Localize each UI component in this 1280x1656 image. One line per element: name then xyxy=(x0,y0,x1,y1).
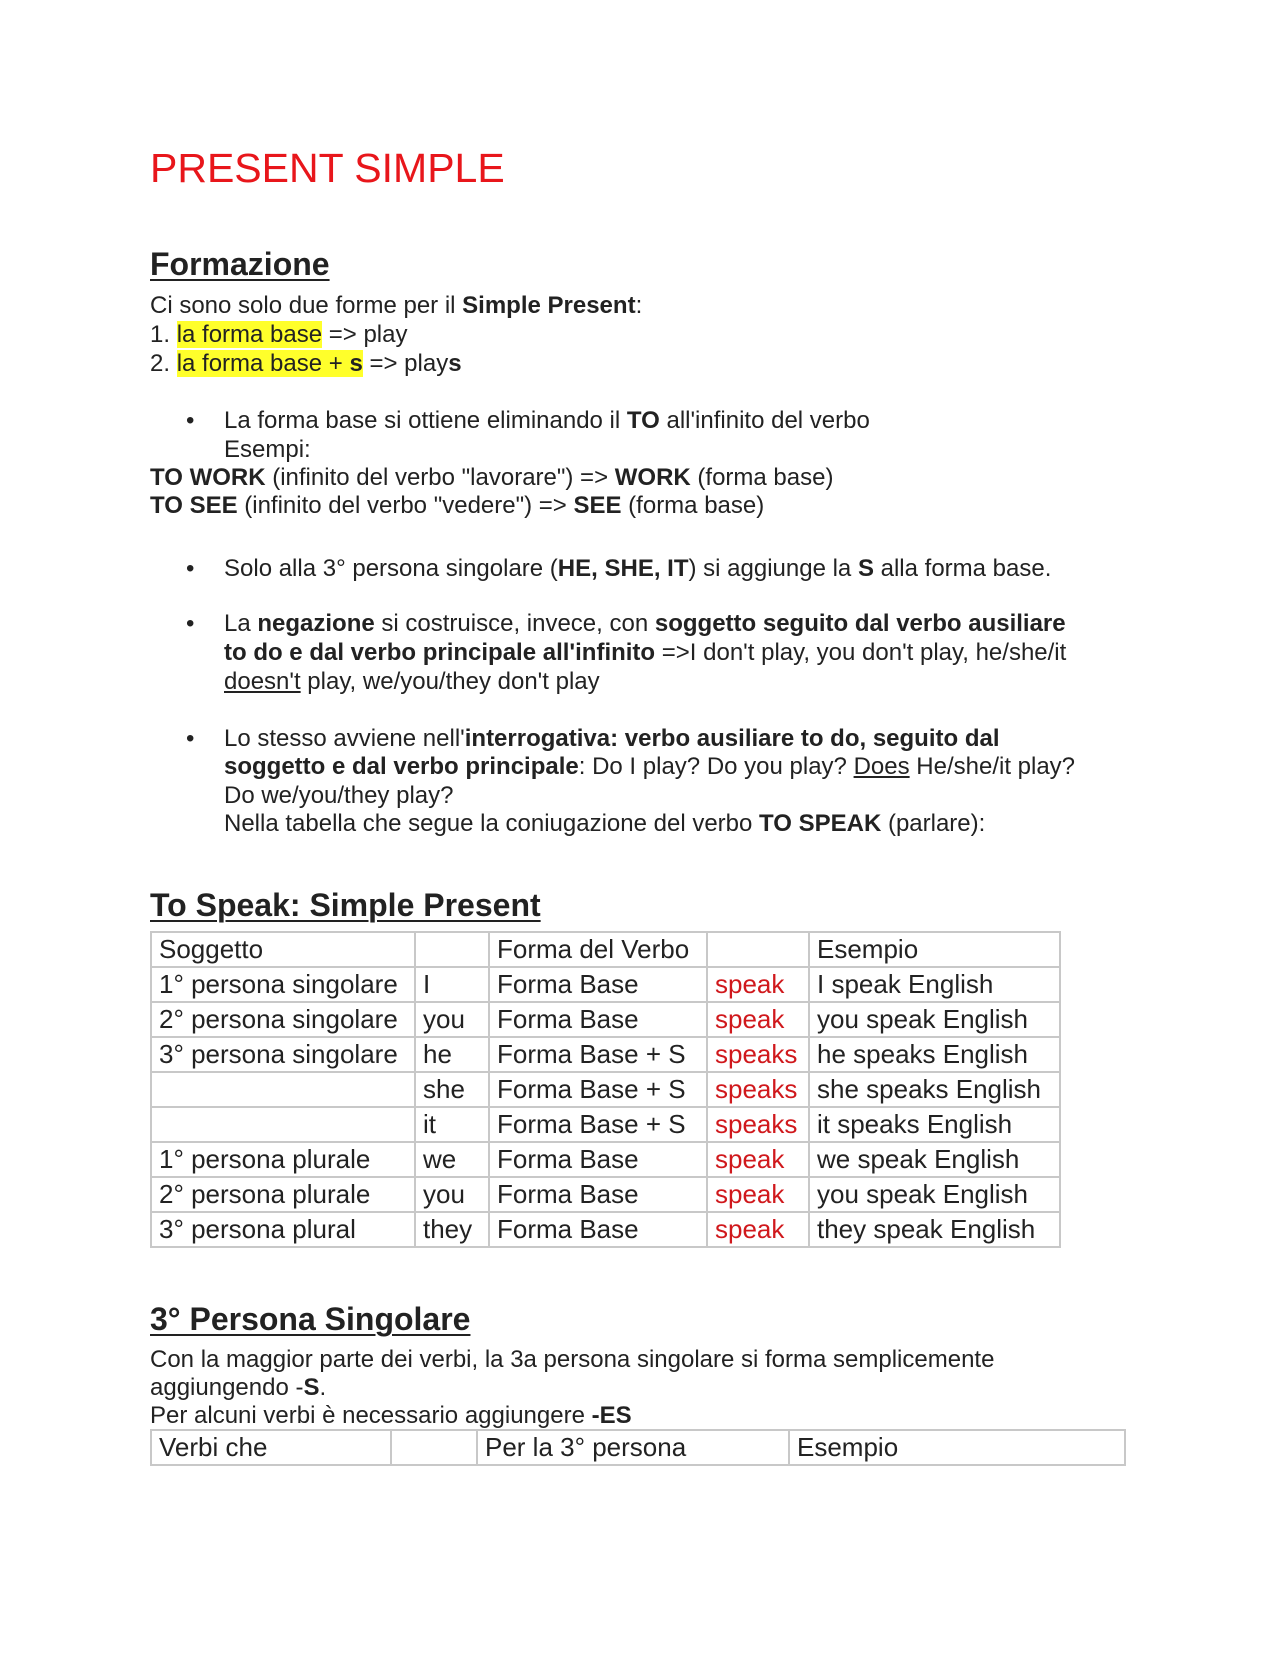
es-table xyxy=(150,1429,1126,1466)
table-cell xyxy=(151,1107,415,1142)
table-row xyxy=(151,1002,1060,1037)
header-cell: Soggetto xyxy=(151,932,415,967)
bullet-icon: • xyxy=(186,407,195,434)
example-see: TO SEE (infinito del verbo "vedere") => SEE (forma base) xyxy=(150,492,765,519)
bullet-2-line: Solo alla 3° persona singolare (HE, SHE, IT) si aggiunge la S alla forma base. xyxy=(224,555,1052,582)
table-cell: you speak English xyxy=(809,1002,1060,1037)
table-cell: it speaks English xyxy=(809,1107,1060,1142)
heading-formazione: Formazione xyxy=(150,246,330,282)
table-header-row xyxy=(151,1430,1125,1465)
table-row xyxy=(151,1107,1060,1142)
list-item-2: 2. la forma base + s => plays xyxy=(150,350,462,377)
table-cell: we xyxy=(415,1142,489,1177)
bullet-3-line-1: La negazione si costruisce, invece, con soggetto seguito dal verbo ausiliare xyxy=(224,610,1066,637)
header-cell xyxy=(415,932,489,967)
table-cell: Forma Base xyxy=(489,1002,707,1037)
table-cell: Forma Base + S xyxy=(489,1072,707,1107)
table-cell: speak xyxy=(707,1212,809,1247)
table-cell: you speak English xyxy=(809,1177,1060,1212)
bullet-icon: • xyxy=(186,610,195,637)
table-cell: 1° persona plurale xyxy=(151,1142,415,1177)
table-row xyxy=(151,1072,1060,1107)
table-cell: Forma Base + S xyxy=(489,1037,707,1072)
esempi-label: Esempi: xyxy=(224,436,311,463)
table-cell: 3° persona singolare xyxy=(151,1037,415,1072)
table-cell: they speak English xyxy=(809,1212,1060,1247)
table-cell: Forma Base + S xyxy=(489,1107,707,1142)
table-cell: 3° persona plural xyxy=(151,1212,415,1247)
table-cell: he xyxy=(415,1037,489,1072)
header-cell: Esempio xyxy=(789,1430,1125,1465)
table-row xyxy=(151,967,1060,1002)
header-cell xyxy=(391,1430,477,1465)
list-item-1: 1. la forma base => play xyxy=(150,321,408,348)
bullet-4-line-1: Lo stesso avviene nell'interrogativa: verbo ausiliare to do, seguito dal xyxy=(224,725,1000,752)
terza-line-3: Per alcuni verbi è necessario aggiungere -ES xyxy=(150,1402,632,1429)
table-cell: speak xyxy=(707,967,809,1002)
header-cell: Per la 3° persona xyxy=(477,1430,789,1465)
bullet-4-line-4: Nella tabella che segue la coniugazione del verbo TO SPEAK (parlare): xyxy=(224,810,986,837)
header-cell xyxy=(707,932,809,967)
table-cell: they xyxy=(415,1212,489,1247)
table-cell: speak xyxy=(707,1142,809,1177)
bullet-1-line: La forma base si ottiene eliminando il TO all'infinito del verbo xyxy=(224,407,870,434)
table-row xyxy=(151,1037,1060,1072)
bullet-3-line-2: to do e dal verbo principale all'infinito =>I don't play, you don't play, he/she/it xyxy=(224,639,1067,666)
table-cell: I xyxy=(415,967,489,1002)
bullet-icon: • xyxy=(186,555,195,582)
table-cell xyxy=(151,1072,415,1107)
table-cell: he speaks English xyxy=(809,1037,1060,1072)
table-cell: Forma Base xyxy=(489,1177,707,1212)
table-cell: speaks xyxy=(707,1037,809,1072)
table-cell: 1° persona singolare xyxy=(151,967,415,1002)
table-header-row xyxy=(151,932,1060,967)
table-row xyxy=(151,1177,1060,1212)
bullet-4-line-2: soggetto e dal verbo principale: Do I play? Do you play? Does He/she/it play? xyxy=(224,753,1076,780)
table-cell: you xyxy=(415,1177,489,1212)
table-cell: you xyxy=(415,1002,489,1037)
terza-line-1: Con la maggior parte dei verbi, la 3a persona singolare si forma semplicemente xyxy=(150,1346,995,1373)
heading-to-speak: To Speak: Simple Present xyxy=(150,887,541,923)
header-cell: Verbi che xyxy=(151,1430,391,1465)
table-cell: speaks xyxy=(707,1107,809,1142)
table-cell: speak xyxy=(707,1002,809,1037)
table-cell: she speaks English xyxy=(809,1072,1060,1107)
table-cell: 2° persona singolare xyxy=(151,1002,415,1037)
bullet-4-line-3: Do we/you/they play? xyxy=(224,782,454,809)
table-cell: Forma Base xyxy=(489,967,707,1002)
table-cell: 2° persona plurale xyxy=(151,1177,415,1212)
table-cell: she xyxy=(415,1072,489,1107)
table-cell: speaks xyxy=(707,1072,809,1107)
example-work: TO WORK (infinito del verbo "lavorare") => WORK (forma base) xyxy=(150,464,834,491)
table-cell: I speak English xyxy=(809,967,1060,1002)
page-title: PRESENT SIMPLE xyxy=(150,145,505,191)
bullet-3-line-3: doesn't play, we/you/they don't play xyxy=(224,668,600,695)
speak-table xyxy=(150,931,1061,1248)
table-cell: Forma Base xyxy=(489,1212,707,1247)
table-row xyxy=(151,1142,1060,1177)
table-row xyxy=(151,1212,1060,1247)
header-cell: Esempio xyxy=(809,932,1060,967)
table-cell: it xyxy=(415,1107,489,1142)
table-cell: speak xyxy=(707,1177,809,1212)
intro-line: Ci sono solo due forme per il Simple Present: xyxy=(150,292,643,319)
bullet-icon: • xyxy=(186,725,195,752)
table-cell: we speak English xyxy=(809,1142,1060,1177)
header-cell: Forma del Verbo xyxy=(489,932,707,967)
table-cell: Forma Base xyxy=(489,1142,707,1177)
heading-terza-persona: 3° Persona Singolare xyxy=(150,1301,471,1337)
terza-line-2: aggiungendo -S. xyxy=(150,1374,327,1401)
